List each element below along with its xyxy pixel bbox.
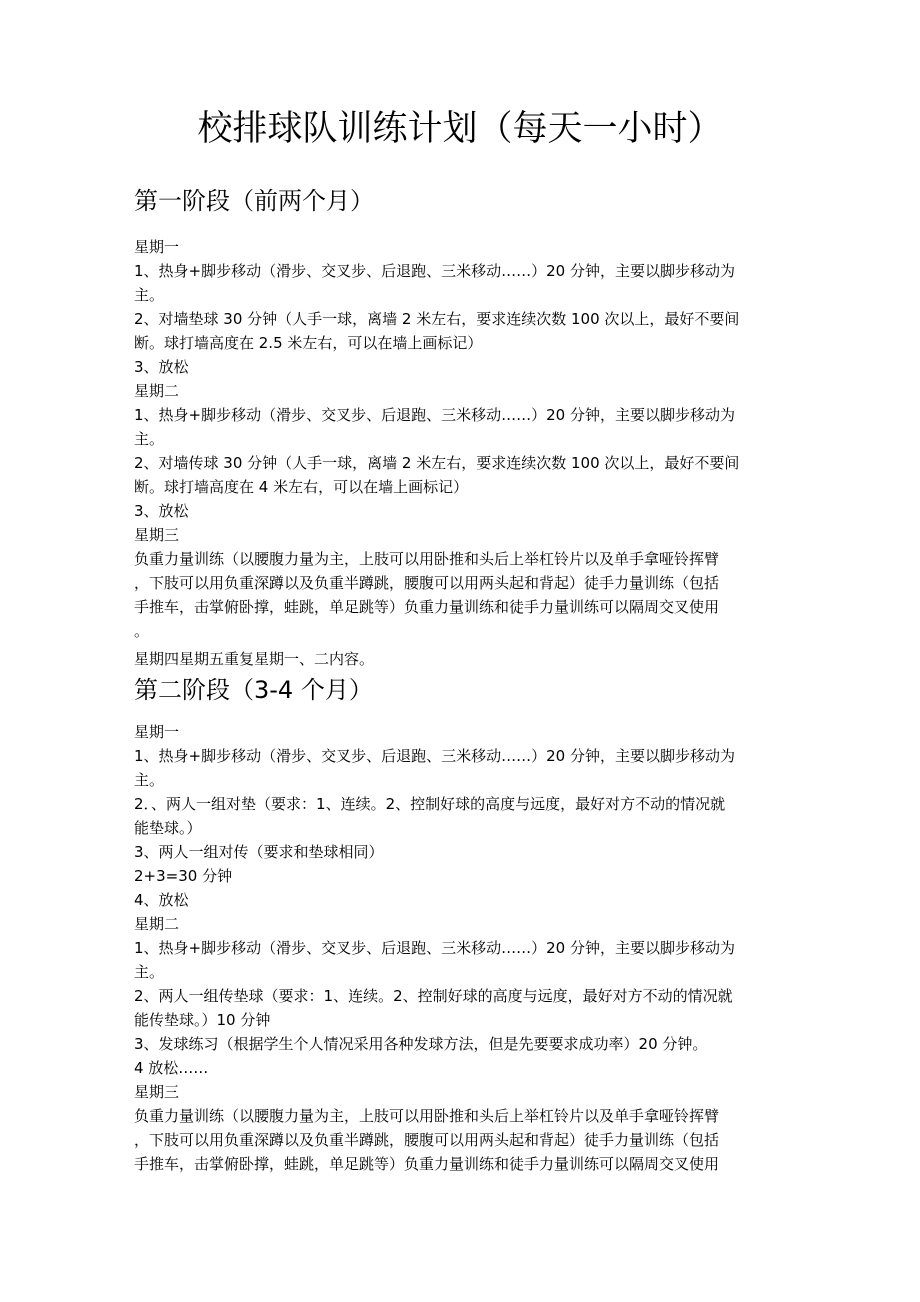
stage2-line: 1、热身+脚步移动（滑步、交叉步、后退跑、三米移动……）20 分钟，主要以脚步移动为 (134, 939, 735, 957)
stage2-line: 星期二 (134, 915, 180, 933)
stage1-line: 1、热身+脚步移动（滑步、交叉步、后退跑、三米移动……）20 分钟，主要以脚步移动为 (134, 262, 735, 280)
stage2-line: 主。 (134, 963, 165, 981)
stage1-line: 星期四星期五重复星期一、二内容。 (134, 650, 375, 668)
stage1-line: 3、放松 (134, 502, 189, 520)
document-title: 校排球队训练计划（每天一小时） (197, 109, 723, 149)
stage1-line: 主。 (134, 286, 165, 304)
stage2-line: ，下肢可以用负重深蹲以及负重半蹲跳，腰腹可以用两头起和背起）徒手力量训练（包括 (134, 1131, 720, 1149)
stage2-line: 能垫球。） (134, 819, 202, 837)
stage1-line: 主。 (134, 430, 165, 448)
stage2-line: 星期三 (134, 1083, 180, 1101)
stage1-line: 星期一 (134, 238, 180, 256)
stage1-line: 3、放松 (134, 358, 189, 376)
stage2-line: 4 放松…… (134, 1059, 209, 1077)
stage1-line: 负重力量训练（以腰腹力量为主，上肢可以用卧推和头后上举杠铃片以及单手拿哑铃挥臂 (134, 550, 720, 568)
stage1-line: 1、热身+脚步移动（滑步、交叉步、后退跑、三米移动……）20 分钟，主要以脚步移动为 (134, 406, 735, 424)
stage1-line: 手推车，击掌俯卧撑，蛙跳，单足跳等）负重力量训练和徒手力量训练可以隔周交叉使用 (134, 598, 720, 616)
stage2-line: 2．、两人一组对垫（要求：1、连续。2、控制好球的高度与远度，最好对方不动的情况就 (134, 795, 726, 813)
stage1-line: 星期三 (134, 526, 180, 544)
stage2-line: 星期一 (134, 723, 180, 741)
stage2-line: 4、放松 (134, 891, 189, 909)
stage1-line: 2、对墙传球 30 分钟（人手一球，离墙 2 米左右，要求连续次数 100 次以上，最好不要间 (134, 454, 740, 472)
stage2-line: 1、热身+脚步移动（滑步、交叉步、后退跑、三米移动……）20 分钟，主要以脚步移动为 (134, 747, 735, 765)
stage1-heading: 第一阶段（前两个月） (134, 187, 374, 215)
stage1-line: 断。球打墙高度在 4 米左右，可以在墙上画标记） (134, 478, 469, 496)
stage1-line: 2、对墙垫球 30 分钟（人手一球，离墙 2 米左右，要求连续次数 100 次以上，最好不要间 (134, 310, 740, 328)
stage2-line: 主。 (134, 771, 165, 789)
stage2-line: 3、两人一组对传（要求和垫球相同） (134, 843, 384, 861)
stage1-line: 断。球打墙高度在 2.5 米左右，可以在墙上画标记） (134, 334, 483, 352)
stage2-heading: 第二阶段（3-4 个月） (134, 676, 373, 704)
stage2-line: 2、两人一组传垫球（要求：1、连续。2、控制好球的高度与远度，最好对方不动的情况就 (134, 987, 733, 1005)
stage2-line: 负重力量训练（以腰腹力量为主，上肢可以用卧推和头后上举杠铃片以及单手拿哑铃挥臂 (134, 1107, 720, 1125)
stage1-line: ，下肢可以用负重深蹲以及负重半蹲跳，腰腹可以用两头起和背起）徒手力量训练（包括 (134, 574, 720, 592)
stage2-line: 3、发球练习（根据学生个人情况采用各种发球方法，但是先要要求成功率）20 分钟。 (134, 1035, 708, 1053)
stage1-line: 星期二 (134, 382, 180, 400)
stage2-line: 2+3=30 分钟 (134, 867, 233, 885)
stage2-line: 能传垫球。）10 分钟 (134, 1011, 271, 1029)
stage1-line: 。 (134, 622, 150, 640)
stage2-line: 手推车，击掌俯卧撑，蛙跳，单足跳等）负重力量训练和徒手力量训练可以隔周交叉使用 (134, 1155, 720, 1173)
